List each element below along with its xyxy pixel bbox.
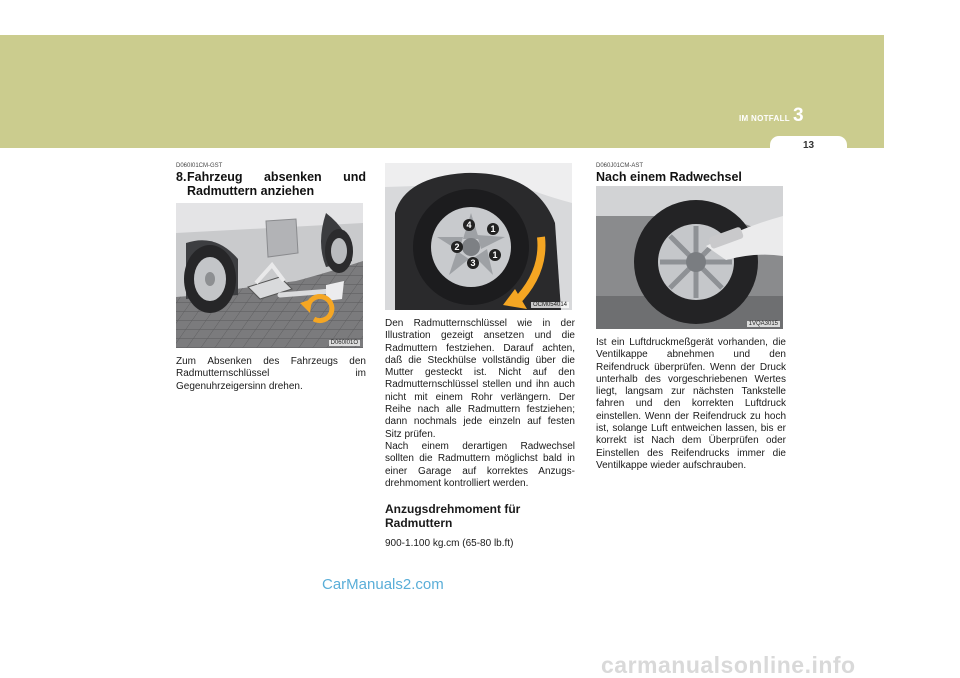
- nut-label: 1: [492, 250, 498, 260]
- chapter-label: IM NOTFALL: [739, 114, 790, 123]
- tire-pressure-photo: [596, 186, 783, 329]
- footer-watermark: carmanualsonline.info: [601, 652, 856, 678]
- nut-label: 2: [454, 242, 460, 252]
- title-word: absenken: [263, 170, 322, 184]
- page-number: 13: [802, 140, 815, 151]
- image-code: 1VQA3015: [748, 321, 778, 327]
- body-text: [176, 356, 366, 393]
- section-tighten-nuts: [385, 163, 575, 549]
- jack-lowering-photo: [176, 203, 363, 348]
- word: im: [355, 368, 366, 380]
- word: Zum: [176, 356, 196, 367]
- wheel-nut-order-photo: [385, 163, 572, 310]
- body-text-2: Nach einem derartigen Radwechsel sollten die Radmuttern möglichst bald in einer Garage auf korrektes Anzugs-drehmoment kontrolliert werden.: [385, 440, 575, 489]
- word: Fahrzeugs: [290, 356, 338, 367]
- word: Absenken: [207, 356, 252, 367]
- nut-label: 1: [490, 224, 496, 234]
- chapter-number: 3: [793, 105, 804, 126]
- text-line: [176, 356, 366, 368]
- word: Radmutternschlüssel: [176, 368, 270, 380]
- title-word: Fahrzeug: [187, 170, 243, 184]
- torque-value: 900-1.100 kg.cm (65-80 lb.ft): [385, 538, 514, 550]
- jack-lowering-illustration: [176, 203, 363, 348]
- text-line: Gegenuhrzeigersinn drehen.: [176, 380, 303, 392]
- section-after-wheel-change: [596, 163, 786, 472]
- section-title: [176, 170, 366, 198]
- image-code: OCM054014: [532, 302, 567, 308]
- section-code: D060J01CM-AST: [596, 163, 644, 169]
- text-line: [176, 368, 366, 380]
- nut-label: 3: [470, 258, 476, 268]
- section-title: Nach einem Radwechsel: [596, 170, 742, 184]
- watermark-logo[interactable]: CarManuals2.com: [322, 576, 444, 593]
- word: des: [263, 356, 280, 367]
- body-text: Den Radmutternschlüssel wie in der Illustration gezeigt ansetzen und die Radmuttern festziehen. Darauf achten, daß die Steckhülse vollständig über die Mutter gesteckt ist. Nicht auf den Radmutternschlüssel stellen und ihn auch nicht mit einem Rohr verlängern. Der Reihe nach alle Radmuttern festziehen; dann nochmals jede einzeln auf festen Sitz prüfen.: [385, 318, 575, 440]
- nut-label: 4: [466, 220, 472, 230]
- word: den: [349, 356, 366, 367]
- wheel-nut-order-illustration: [385, 163, 572, 310]
- title-line-2: Radmuttern anziehen: [187, 184, 315, 198]
- step-number: 8.: [176, 170, 187, 184]
- image-code: D060I01O: [330, 340, 358, 346]
- title-word: und: [343, 170, 366, 184]
- section-code: D060I01CM-GST: [176, 163, 223, 169]
- section-lower-vehicle: [176, 163, 366, 393]
- torque-heading: Anzugsdrehmoment für Radmuttern: [385, 502, 521, 531]
- body-text: Ist ein Luftdruckmeßgerät vorhanden, die Ventilkappe abnehmen und den Reifendruck überprüfen. Wenn der Druck unterhalb des vorgeschriebenen Wertes liegt, langsam zur nächsten Tankstelle fahren und den korrekten Luftdruck einstellen. Wenn der Reifendruck zu hoch ist, solange Luft entweichen lassen, bis er korrekt ist Nach dem Überprüfen oder Einstellen des Reifendrucks immer die Ventilkappe wieder aufschrauben.: [596, 337, 786, 471]
- header-band: [0, 35, 884, 148]
- tire-pressure-illustration: [596, 186, 783, 329]
